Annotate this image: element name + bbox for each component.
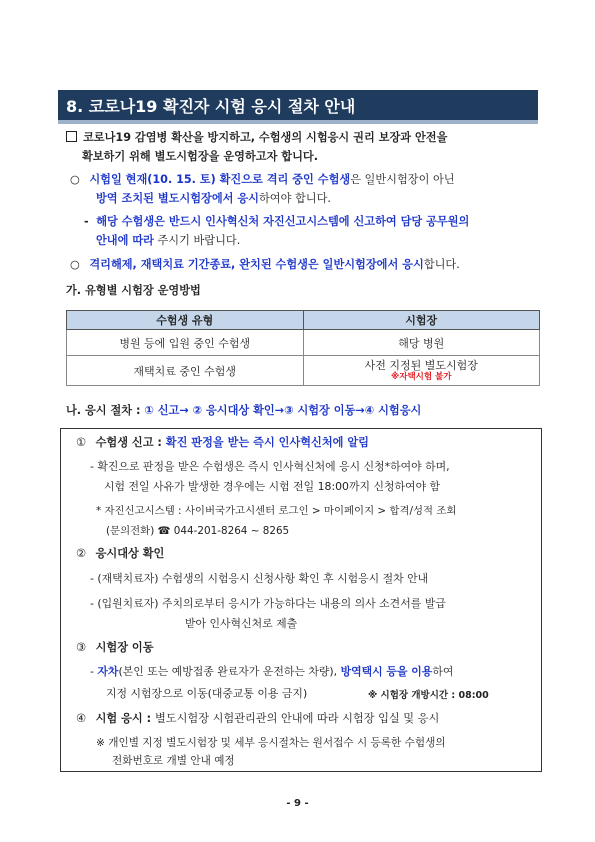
step4-note-2: 전화번호로 개별 안내 예정 — [112, 755, 235, 767]
subsection-b-title: 나. 응시 절차 : ① 신고→ ② 응시대상 확인→③ 시험장 이동→④ 시험응시 — [66, 404, 422, 417]
table-cell-text: 사전 지정된 별도시험장 — [364, 358, 478, 372]
circle-bullet-icon: ○ — [70, 258, 80, 271]
circle-bullet-icon: ○ — [70, 173, 80, 186]
table-cell: 재택치료 중인 수험생 — [67, 356, 304, 386]
table-header-cell: 수험생 유형 — [67, 311, 304, 330]
item1-line-2: 방역 조치된 별도시험장에서 응시하여야 합니다. — [96, 192, 331, 205]
table-cell — [303, 356, 540, 386]
step1-title: ① 수험생 신고 : 확진 판정을 받는 즉시 인사혁신처에 알림 — [76, 436, 369, 449]
table-header-row — [67, 311, 540, 330]
step2-title: ② 응시대상 확인 — [76, 547, 165, 560]
intro-line-2: 확보하기 위해 별도시험장을 운영하고자 합니다. — [82, 150, 318, 163]
step1-detail-2: 시험 전일 사유가 발생한 경우에는 시험 전일 18:00까지 신청하여야 함 — [104, 480, 441, 493]
intro-line-1: 코로나19 감염병 확산을 방지하고, 수험생의 시험응시 권리 보장과 안전을 — [66, 131, 447, 145]
procedure-steps: ① 신고→ ② 응시대상 확인→③ 시험장 이동→④ 시험응시 — [144, 404, 422, 417]
step3-detail-2: 지정 시험장으로 이동(대중교통 이용 금지) — [106, 687, 308, 700]
subsection-a-title: 가. 유형별 시험장 운영방법 — [66, 284, 201, 297]
section-header-bar — [58, 90, 538, 124]
item2-line: ○ 격리해제, 재택치료 기간종료, 완치된 수험생은 일반시험장에서 응시합니다. — [70, 258, 460, 271]
section-title: 8. 코로나19 확진자 시험 응시 절차 안내 — [66, 97, 356, 116]
step2-detail-3: 받아 인사혁신처로 제출 — [185, 617, 298, 630]
table-cell: 병원 등에 입원 중인 수험생 — [67, 330, 304, 356]
item1-line-1: ○ 시험일 현재(10. 15. 토) 확진으로 격리 중인 수험생은 일반시험장이 아닌 — [70, 173, 455, 186]
step1-detail-1: - 확진으로 판정을 받은 수험생은 즉시 인사혁신처에 응시 신청*하여야 하며, — [90, 460, 450, 473]
step1-note-1: * 자진신고시스템 : 사이버국가고시센터 로그인 > 마이페이지 > 합격/성적 조회 — [96, 505, 457, 517]
table-header-cell: 시험장 — [303, 311, 540, 330]
step4-title: ④ 시험 응시 : 별도시험장 시험관리관의 안내에 따라 시험장 입실 및 응시 — [76, 712, 440, 725]
venue-open-time-note: ※ 시험장 개방시간 : 08:00 — [368, 690, 489, 701]
venue-table — [66, 310, 540, 386]
step2-detail-1: - (재택치료자) 수험생의 시험응시 신청사항 확인 후 시험응시 절차 안내 — [90, 572, 429, 585]
step3-title: ③ 시험장 이동 — [76, 641, 154, 654]
page-number: - 9 - — [286, 798, 309, 809]
step3-detail-1: - 자차(본인 또는 예방접종 완료자가 운전하는 차량), 방역택시 등을 이용하여 — [90, 665, 454, 678]
checkbox-square-icon — [66, 131, 77, 142]
table-row — [67, 356, 540, 386]
step2-detail-2: - (입원치료자) 주치의로부터 응시가 가능하다는 내용의 의사 소견서를 발급 — [90, 597, 446, 610]
step4-note-1: ※ 개인별 지정 별도시험장 및 세부 응시절차는 원서접수 시 등록한 수험생의 — [96, 737, 446, 749]
step1-note-2: (문의전화) ☎ 044-201-8264 ~ 8265 — [106, 525, 290, 537]
item1-sub-line-1: - 해당 수험생은 반드시 인사혁신처 자진신고시스템에 신고하여 담당 공무원의 — [84, 215, 470, 228]
home-test-warning: ※자택시험 불가 — [391, 371, 452, 382]
table-row — [67, 330, 540, 356]
table-cell: 해당 병원 — [303, 330, 540, 356]
item1-sub-line-2: 안내에 따라 주시기 바랍니다. — [96, 234, 241, 247]
